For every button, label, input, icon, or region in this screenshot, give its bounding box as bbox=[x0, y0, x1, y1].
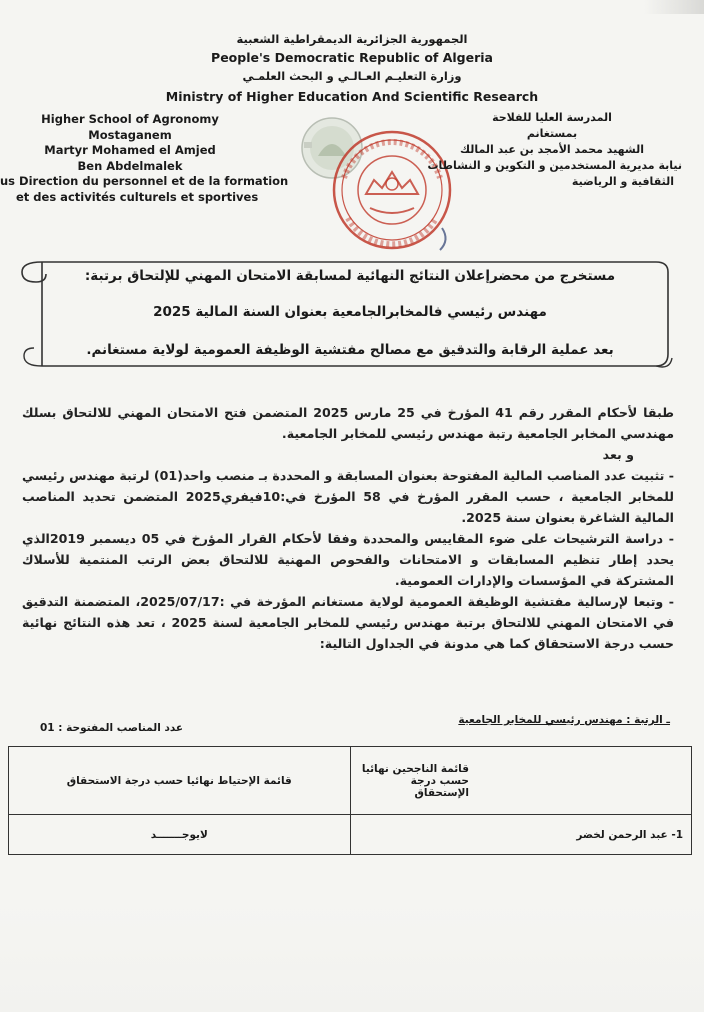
scroll-title-line-3: بعد عملية الرقابة والتدقيق مع مصالح مفتشية الوظيفة العمومية لولاية مستغانم. bbox=[86, 342, 614, 358]
body-paragraph-4: - دراسة الترشيحات على ضوء المقاييس والمحددة وفقا لأحكام القرار المؤرخ في 05 ديسمبر 2019الذي يحدد إطار تنظيم المسابقات و الامتحانات والفحوص المهنية للالتحاق بعض الرتب المنتمية للأسلاك المشتركة في المؤسسات والإدارات العمومية. bbox=[22, 531, 674, 588]
school-city-line: Mostaganem bbox=[88, 127, 172, 142]
body-paragraph-1: طبقا لأحكام المقرر رقم 41 المؤرخ في 25 مارس 2025 المتضمن فتح الامتحان المهني للالتحاق بسلك مهندسي المخابر الجامعية رتبة مهندس رئيسي للمخابر الجامعية. bbox=[22, 405, 674, 441]
school-name-line: Higher School of Agronomy bbox=[41, 112, 219, 126]
body-paragraph-2: و بعد bbox=[602, 447, 634, 462]
success-candidate-1: 1- عبد الرحمن لخضر bbox=[350, 815, 692, 855]
body-paragraphs bbox=[22, 402, 674, 654]
school-martyr-ar-line: الشهيد محمد الأمجد بن عبد المالك bbox=[459, 143, 645, 156]
body-paragraph-3: - تثبيت عدد المناصب المالية المفتوحة بعنوان المسابقة و المحددة بـ منصب واحد(01) لرتبة مهندس رئيسي للمخابر الجامعية ، حسب المقرر المؤرخ في 58 المؤرخ في:10فيفري2025 المتضمن تحديد المناصب المالية الشاغرة بعنوان سنة 2025. bbox=[22, 468, 675, 525]
direction-line-1: us Direction du personnel et de la formation bbox=[0, 174, 289, 188]
header-reserve-list: قائمة الإحتياط نهائيا حسب درجة الاستحقاق bbox=[9, 747, 351, 815]
header-republic-english: People's Democratic Republic of Algeria bbox=[211, 50, 493, 65]
header-republic-arabic: الجمهورية الجزائرية الديمقراطية الشعبية bbox=[236, 32, 468, 46]
school-city-ar-line: بمستغانم bbox=[526, 127, 578, 140]
school-name-ar-line: المدرسة العليا للفلاحة bbox=[492, 111, 612, 124]
school-name-arabic bbox=[422, 110, 682, 190]
school-martyr-surname-line: Ben Abdelmalek bbox=[77, 158, 183, 173]
scroll-title-line-1: مستخرج من محضرإعلان النتائج النهائية لمسابقة الامتحان المهني للإلتحاق برتبة: bbox=[84, 268, 616, 284]
table-header-row bbox=[9, 747, 692, 815]
body-paragraph-5: - وتبعا لإرسالية مفتشية الوظيفة العمومية لولاية مستغانم المؤرخة في :2025/07/17، المتضمنة التدقيق في الامتحان المهني للالتحاق برتبة مهندس رئيسي للمخابر الجامعية لسنة 2025 ، تعد هذه النتائج نهائية حسب درجة الاستحقاق كما هي مدونة في الجداول التالية: bbox=[22, 594, 674, 651]
header-success-list: قائمة الناجحين نهائيا حسب درجة الإستحقاق bbox=[350, 747, 692, 815]
scroll-title-line-2: مهندس رئيسي فالمخابرالجامعية بعنوان السنة المالية 2025 bbox=[153, 304, 547, 320]
direction-ar-line-2: الثقافية و الرياضية bbox=[571, 175, 674, 188]
school-name-latin bbox=[0, 112, 289, 205]
reserve-none: لايوجـــــــد bbox=[9, 815, 351, 855]
page-fold-shadow bbox=[644, 0, 704, 14]
page-footer-area bbox=[0, 900, 704, 1012]
open-posts-label: عدد المناصب المفتوحة : 01 bbox=[40, 722, 184, 734]
direction-ar-line-1: نيابة مديرية المستخدمين و التكوين و النشاطات bbox=[427, 159, 682, 172]
table-row bbox=[9, 815, 692, 855]
school-martyr-line: Martyr Mohamed el Amjed bbox=[44, 143, 216, 157]
header-ministry-english: Ministry of Higher Education And Scientific Research bbox=[165, 89, 539, 104]
results-table bbox=[8, 746, 692, 855]
grade-label: ـ الرتبة : مهندس رئيسي للمخابر الجامعية bbox=[458, 714, 670, 726]
direction-line-2: et des activités culturels et sportives bbox=[16, 189, 259, 204]
header-ministry-arabic: وزارة التعليـم العـالـي و البحث العلمـي bbox=[242, 69, 462, 83]
